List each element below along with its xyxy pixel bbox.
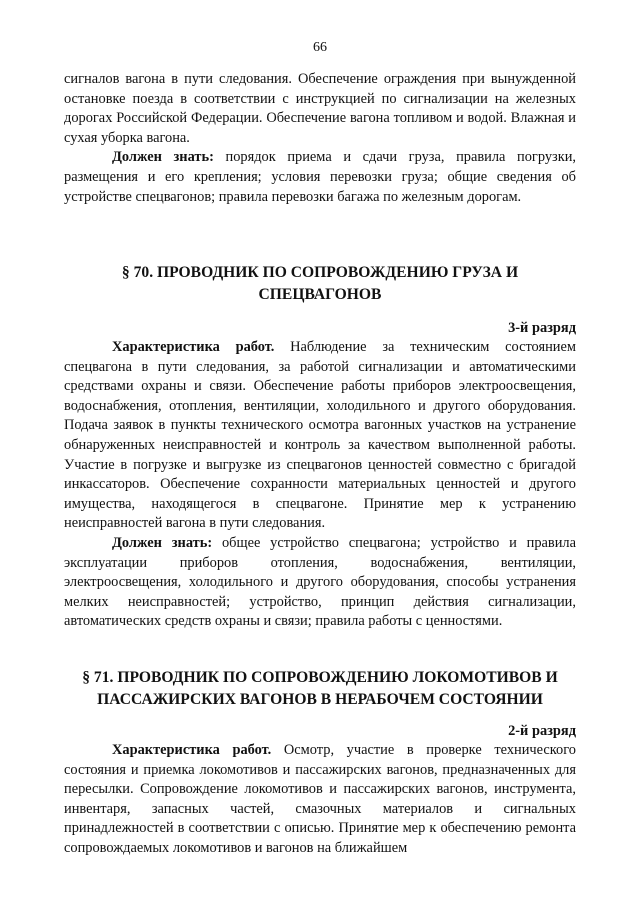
must-know-paragraph: [64, 148, 576, 207]
continuation-block: [64, 70, 576, 207]
section-70-work-paragraph: [64, 338, 576, 534]
section-71-title-line-2: ПАССАЖИРСКИХ ВАГОНОВ В НЕРАБОЧЕМ СОСТОЯНИИ: [97, 691, 543, 708]
section-71-grade: 2-й разряд: [508, 723, 576, 739]
section-70-heading: [64, 262, 576, 306]
page-number: 66: [313, 40, 327, 55]
section-71-work-label: Характеристика работ.: [112, 742, 272, 758]
section-70-must-know-paragraph: [64, 534, 576, 632]
section-71-work-text: Осмотр, участие в проверке технического состояния и приемка локомотивов и пассажирских вагонов, предназначенных для пересылки. Сопровождение локомотивов и пассажирских вагонов, инструмента, инвентаря, запасных частей, смазочных материалов и сигнальных принадлежностей в соответствии с описью. Принятие мер к обеспечению ремонта сопровождаемых локомотивов и вагонов на ближайшем: [64, 742, 576, 856]
must-know-label: Должен знать:: [112, 149, 214, 166]
section-71-work-paragraph: [64, 741, 576, 859]
section-70-grade: 3-й разряд: [508, 320, 576, 336]
continuation-paragraph: сигналов вагона в пути следования. Обеспечение ограждения при вынужденной остановке поезда в соответствии с инструкцией по сигнализации на железных дорогах Российской Федерации. Обеспечение вагона топливом и водой. Влажная и сухая уборка вагона.: [64, 71, 576, 146]
section-71-body: [64, 741, 576, 859]
must-know-text: порядок приема и сдачи груза, правила погрузки, размещения и его крепления; условия перевозки груза; общие сведения об устройстве спецвагонов; правила перевозки багажа по железным дорогам.: [64, 149, 576, 205]
section-70-must-know-text: общее устройство спецвагона; устройство и правила эксплуатации приборов отопления, водоснабжения, вентиляции, электроосвещения, холодильного и другого оборудования, способы устранения мелких неисправностей; устройство, принцип действия сигнализации, автоматических средств охраны и связи; правила работы с ценностями.: [64, 534, 577, 630]
section-71-heading: [64, 667, 576, 711]
section-70-title-line-1: § 70. ПРОВОДНИК ПО СОПРОВОЖДЕНИЮ ГРУЗА И: [121, 264, 519, 281]
section-71-title-line-1: § 71. ПРОВОДНИК ПО СОПРОВОЖДЕНИЮ ЛОКОМОТИВОВ И: [82, 669, 558, 686]
section-70-title-line-2: СПЕЦВАГОНОВ: [258, 286, 382, 303]
section-70-work-text: Наблюдение за техническим состоянием спецвагона в пути следования, за работой сигнализации и автоматическими средствами охраны и связи. Обеспечение работы приборов электроосвещения, водоснабжения, отопления, вентиляции, холодильного и другого оборудования. Подача заявок в пункты технического осмотра вагонных участков на устранение обнаруженных неисправностей и контроль за качеством выполненной работы. Участие в погрузке и выгрузке из спецвагонов ценностей совместно с бригадой инкассаторов. Обеспечение сохранности материальных ценностей и другого имущества, находящегося в спецвагоне. Принятие мер к устранению неисправностей вагона в пути следования.: [64, 339, 576, 532]
section-70-work-label: Характеристика работ.: [112, 339, 275, 355]
section-70-body: [64, 338, 576, 632]
section-70-must-know-label: Должен знать:: [112, 534, 213, 551]
